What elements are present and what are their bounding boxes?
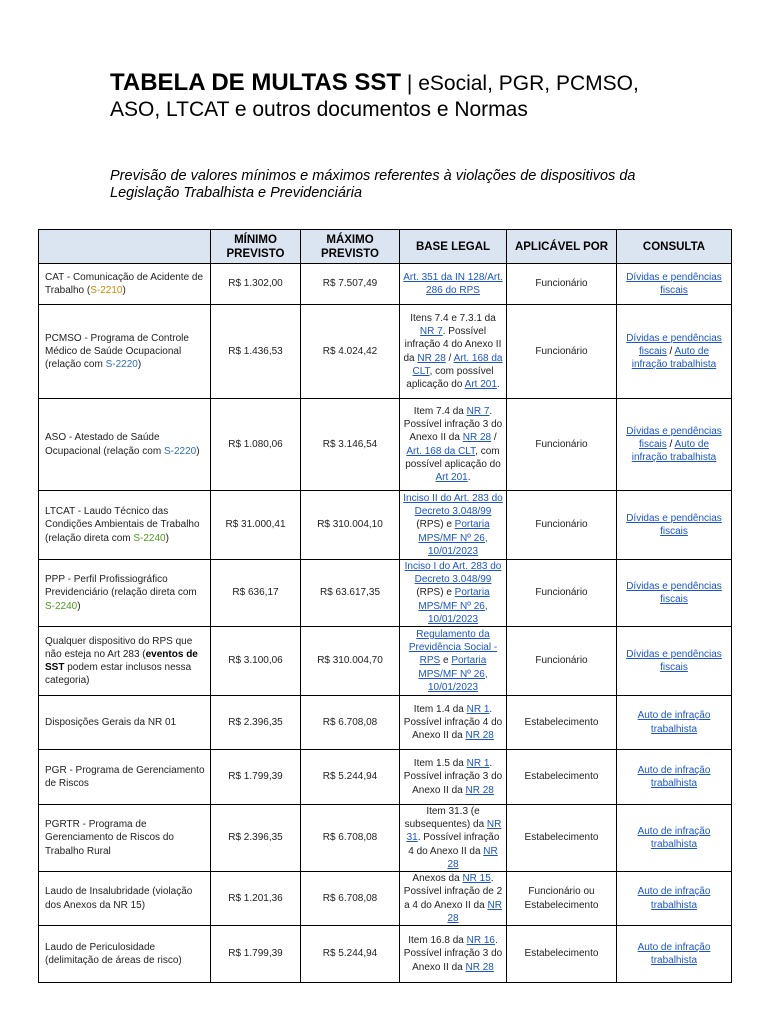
cell-consultation — [617, 696, 732, 750]
reference-link[interactable]: NR 28 — [447, 845, 498, 870]
cell-text: Disposições Gerais da NR 01 — [45, 716, 177, 728]
cell-text: / — [491, 432, 497, 444]
cell-applicable-by: Funcionário — [507, 491, 617, 560]
cell-minimum: R$ 31.000,41 — [211, 491, 301, 560]
cell-text: Item 16.8 da — [408, 935, 467, 947]
cell-consultation — [617, 305, 732, 399]
cell-description — [39, 805, 211, 872]
reference-link[interactable]: NR 1 — [466, 703, 490, 715]
cell-minimum: R$ 2.396,35 — [211, 805, 301, 872]
reference-link[interactable]: Art. 168 da CLT — [412, 352, 503, 377]
table-row — [39, 627, 732, 696]
reference-link[interactable]: Art. 168 da CLT — [406, 445, 476, 457]
cell-text: / — [666, 345, 675, 357]
cell-applicable-by: Estabelecimento — [507, 696, 617, 750]
reference-link[interactable]: Art 201 — [464, 378, 497, 390]
reference-link[interactable]: Dívidas e pendências fiscais — [626, 648, 722, 674]
reference-link[interactable]: NR 31 — [406, 819, 502, 844]
cell-description — [39, 872, 211, 926]
cell-minimum: R$ 1.799,39 — [211, 750, 301, 805]
reference-link[interactable]: NR 15 — [462, 873, 491, 885]
cell-text: PCMSO - Programa de Controle Médico de Saúde Ocupacional (relação com — [45, 332, 189, 371]
cell-text: podem estar inclusos nessa categoria) — [45, 662, 192, 687]
cell-text: Item 1.5 da — [413, 758, 467, 770]
cell-minimum: R$ 1.080,06 — [211, 399, 301, 491]
reference-link[interactable]: Auto de infração trabalhista — [637, 825, 711, 851]
column-header-legal-basis: BASE LEGAL — [400, 230, 507, 264]
cell-applicable-by: Estabelecimento — [507, 926, 617, 983]
cell-text: Qualquer dispositivo do RPS que não esteja no Art 283 ( — [45, 635, 193, 660]
highlighted-code: eventos de SST — [45, 648, 198, 674]
cell-legal-basis — [400, 560, 507, 627]
cell-applicable-by: Funcionário — [507, 264, 617, 305]
cell-legal-basis — [400, 750, 507, 805]
cell-maximum: R$ 310.004,10 — [301, 491, 400, 560]
cell-consultation — [617, 491, 732, 560]
cell-applicable-by: Funcionário — [507, 560, 617, 627]
cell-text: . Possível infração 3 do Anexo II da — [403, 405, 503, 444]
cell-maximum: R$ 7.507,49 — [301, 264, 400, 305]
cell-description — [39, 491, 211, 560]
table-row — [39, 399, 732, 491]
cell-maximum: R$ 5.244,94 — [301, 926, 400, 983]
highlighted-code: S-2240 — [45, 600, 78, 612]
cell-text: ASO - Atestado de Saúde Ocupacional (relação com — [45, 432, 164, 457]
cell-text: . Possível infração de 2 a 4 do Anexo II da — [403, 873, 503, 911]
cell-text: / — [445, 352, 454, 364]
cell-text: , com possível aplicação do — [405, 445, 501, 470]
cell-text: , com possível aplicação do — [406, 365, 494, 390]
cell-text: Item 31.3 (e subsequentes) da — [404, 806, 487, 831]
cell-description — [39, 264, 211, 305]
cell-text: . Possível infração 4 do Anexo II da — [408, 832, 500, 857]
cell-text: Laudo de Insalubridade (violação dos Anexos da NR 15) — [45, 886, 193, 911]
cell-text: PGR - Programa de Gerenciamento de Riscos — [45, 764, 205, 790]
table-header-row — [39, 230, 732, 264]
cell-applicable-by: Funcionário — [507, 305, 617, 399]
column-header-consultation: CONSULTA — [617, 230, 732, 264]
reference-link[interactable]: NR 28 — [462, 432, 492, 444]
reference-link[interactable]: Art. 351 da IN 128/Art. 286 do RPS — [403, 271, 503, 296]
column-header-description — [39, 230, 211, 264]
reference-link[interactable]: Auto de infração trabalhista — [637, 886, 711, 911]
cell-consultation — [617, 750, 732, 805]
cell-minimum: R$ 1.799,39 — [211, 926, 301, 983]
cell-applicable-by: Estabelecimento — [507, 805, 617, 872]
cell-applicable-by: Funcionário — [507, 399, 617, 491]
cell-description — [39, 305, 211, 399]
table-row — [39, 696, 732, 750]
reference-link[interactable]: NR 28 — [417, 352, 446, 364]
table-row — [39, 926, 732, 983]
cell-text: / — [666, 438, 675, 450]
reference-link[interactable]: Dívidas e pendências fiscais — [626, 271, 722, 296]
cell-text: Item 7.4 da — [413, 405, 467, 417]
column-header-applicable-by: APLICÁVEL POR — [507, 230, 617, 264]
reference-link[interactable]: Portaria MPS/MF Nº 26, 10/01/2023 — [418, 587, 490, 625]
cell-description — [39, 560, 211, 627]
cell-consultation — [617, 926, 732, 983]
cell-applicable-by: Funcionário — [507, 627, 617, 696]
reference-link[interactable]: Auto de infração trabalhista — [631, 438, 717, 464]
cell-maximum: R$ 4.024,42 — [301, 305, 400, 399]
reference-link[interactable]: Regulamento da Previdência Social - RPS — [408, 629, 498, 667]
cell-minimum: R$ 1.436,53 — [211, 305, 301, 399]
cell-text: . Possível infração 3 do Anexo II da — [403, 935, 503, 973]
cell-legal-basis — [400, 264, 507, 305]
cell-legal-basis — [400, 696, 507, 750]
column-header-maximum: MÁXIMO PREVISTO — [301, 230, 400, 264]
reference-link[interactable]: Dívidas e pendências fiscais — [626, 580, 722, 605]
cell-consultation — [617, 264, 732, 305]
reference-link[interactable]: Auto de infração trabalhista — [637, 710, 711, 735]
cell-minimum: R$ 3.100,06 — [211, 627, 301, 696]
cell-description — [39, 926, 211, 983]
cell-text: . Possível infração 4 do Anexo II da — [403, 326, 502, 364]
reference-link[interactable]: Dívidas e pendências fiscais — [626, 425, 722, 450]
cell-text: Anexos da — [412, 873, 463, 885]
cell-text: CAT - Comunicação de Acidente de Trabalho ( — [45, 271, 204, 296]
page-subtitle: Previsão de valores mínimos e máximos referentes à violações de dispositivos da Legislação Trabalhista e Previdenciária — [110, 168, 636, 201]
reference-link[interactable]: NR 28 — [465, 730, 494, 742]
cell-text: PGRTR - Programa de Gerenciamento de Riscos do Trabalho Rural — [45, 819, 174, 857]
cell-minimum: R$ 2.396,35 — [211, 696, 301, 750]
page-title — [110, 70, 670, 123]
highlighted-code: S-2210 — [90, 285, 123, 296]
cell-maximum: R$ 310.004,70 — [301, 627, 400, 696]
cell-text: ) — [165, 532, 169, 544]
cell-text: ) — [122, 285, 126, 296]
cell-applicable-by: Estabelecimento — [507, 750, 617, 805]
reference-link[interactable]: Inciso II do Art. 283 do Decreto 3.048/99 — [403, 492, 503, 518]
cell-minimum: R$ 1.201,36 — [211, 872, 301, 926]
cell-legal-basis — [400, 399, 507, 491]
cell-text: PPP - Perfil Profissiográfico Previdenciário (relação direta com — [45, 574, 197, 599]
cell-maximum: R$ 6.708,08 — [301, 872, 400, 926]
reference-link[interactable]: NR 28 — [465, 784, 494, 796]
table-row — [39, 872, 732, 926]
reference-link[interactable]: Inciso I do Art. 283 do Decreto 3.048/99 — [404, 561, 502, 586]
cell-text: . Possível infração 3 do Anexo II da — [403, 758, 503, 796]
reference-link[interactable]: NR 1 — [466, 758, 490, 770]
cell-legal-basis — [400, 926, 507, 983]
highlighted-code: S-2220 — [163, 445, 197, 457]
cell-text: . — [496, 378, 500, 390]
cell-legal-basis — [400, 872, 507, 926]
cell-legal-basis — [400, 805, 507, 872]
cell-maximum: R$ 63.617,35 — [301, 560, 400, 627]
reference-link[interactable]: NR 28 — [447, 899, 502, 924]
cell-consultation — [617, 560, 732, 627]
table-row — [39, 750, 732, 805]
fines-table — [38, 229, 732, 983]
table-row — [39, 264, 732, 305]
reference-link[interactable]: Art 201 — [435, 471, 468, 483]
title-bold: TABELA DE MULTAS SST — [110, 69, 402, 96]
cell-text: LTCAT - Laudo Técnico das Condições Ambientais de Trabalho (relação direta com — [45, 506, 200, 544]
reference-link[interactable]: Portaria MPS/MF Nº 26, 10/01/2023 — [418, 519, 490, 557]
cell-legal-basis — [400, 491, 507, 560]
cell-maximum: R$ 5.244,94 — [301, 750, 400, 805]
cell-legal-basis — [400, 627, 507, 696]
reference-link[interactable]: Auto de infração trabalhista — [637, 764, 711, 790]
cell-text: Item 1.4 da — [413, 703, 467, 715]
highlighted-code: S-2240 — [133, 532, 166, 544]
cell-consultation — [617, 399, 732, 491]
reference-link[interactable]: Auto de infração trabalhista — [637, 941, 711, 967]
reference-link[interactable]: NR 28 — [465, 961, 494, 973]
column-header-minimum: MÍNIMO PREVISTO — [211, 230, 301, 264]
cell-consultation — [617, 627, 732, 696]
reference-link[interactable]: Auto de infração trabalhista — [631, 345, 717, 371]
cell-maximum: R$ 3.146,54 — [301, 399, 400, 491]
reference-link[interactable]: NR 7 — [419, 326, 443, 338]
cell-minimum: R$ 636,17 — [211, 560, 301, 627]
reference-link[interactable]: Dívidas e pendências fiscais — [626, 512, 722, 537]
table-body — [39, 264, 732, 983]
cell-description — [39, 696, 211, 750]
cell-text: Laudo de Periculosidade (delimitação de áreas de risco) — [45, 941, 182, 967]
reference-link[interactable]: NR 16 — [466, 935, 495, 947]
cell-text: . Possível infração 4 do Anexo II da — [403, 703, 503, 742]
cell-text: Itens 7.4 e 7.3.1 da — [410, 312, 496, 324]
cell-maximum: R$ 6.708,08 — [301, 696, 400, 750]
cell-description — [39, 750, 211, 805]
reference-link[interactable]: NR 7 — [466, 405, 490, 417]
cell-text: (RPS) e — [416, 519, 455, 531]
table-row — [39, 560, 732, 627]
cell-legal-basis — [400, 305, 507, 399]
cell-description — [39, 627, 211, 696]
cell-description — [39, 399, 211, 491]
cell-text: e — [440, 655, 452, 667]
reference-link[interactable]: Portaria MPS/MF Nº 26, 10/01/2023 — [418, 655, 488, 693]
cell-minimum: R$ 1.302,00 — [211, 264, 301, 305]
cell-text: ) — [77, 600, 81, 612]
reference-link[interactable]: Dívidas e pendências fiscais — [626, 332, 722, 357]
cell-consultation — [617, 805, 732, 872]
title-rest: | eSocial, PGR, PCMSO, ASO, LTCAT e outros documentos e Normas — [110, 72, 639, 121]
table-row — [39, 491, 732, 560]
table-row — [39, 305, 732, 399]
cell-maximum: R$ 6.708,08 — [301, 805, 400, 872]
cell-text: . — [467, 471, 471, 483]
highlighted-code: S-2220 — [105, 359, 138, 371]
cell-consultation — [617, 872, 732, 926]
table-row — [39, 805, 732, 872]
cell-applicable-by: Funcionário ou Estabelecimento — [507, 872, 617, 926]
cell-text: (RPS) e — [416, 587, 455, 599]
cell-text: ) — [196, 445, 200, 457]
cell-text: ) — [137, 359, 142, 371]
